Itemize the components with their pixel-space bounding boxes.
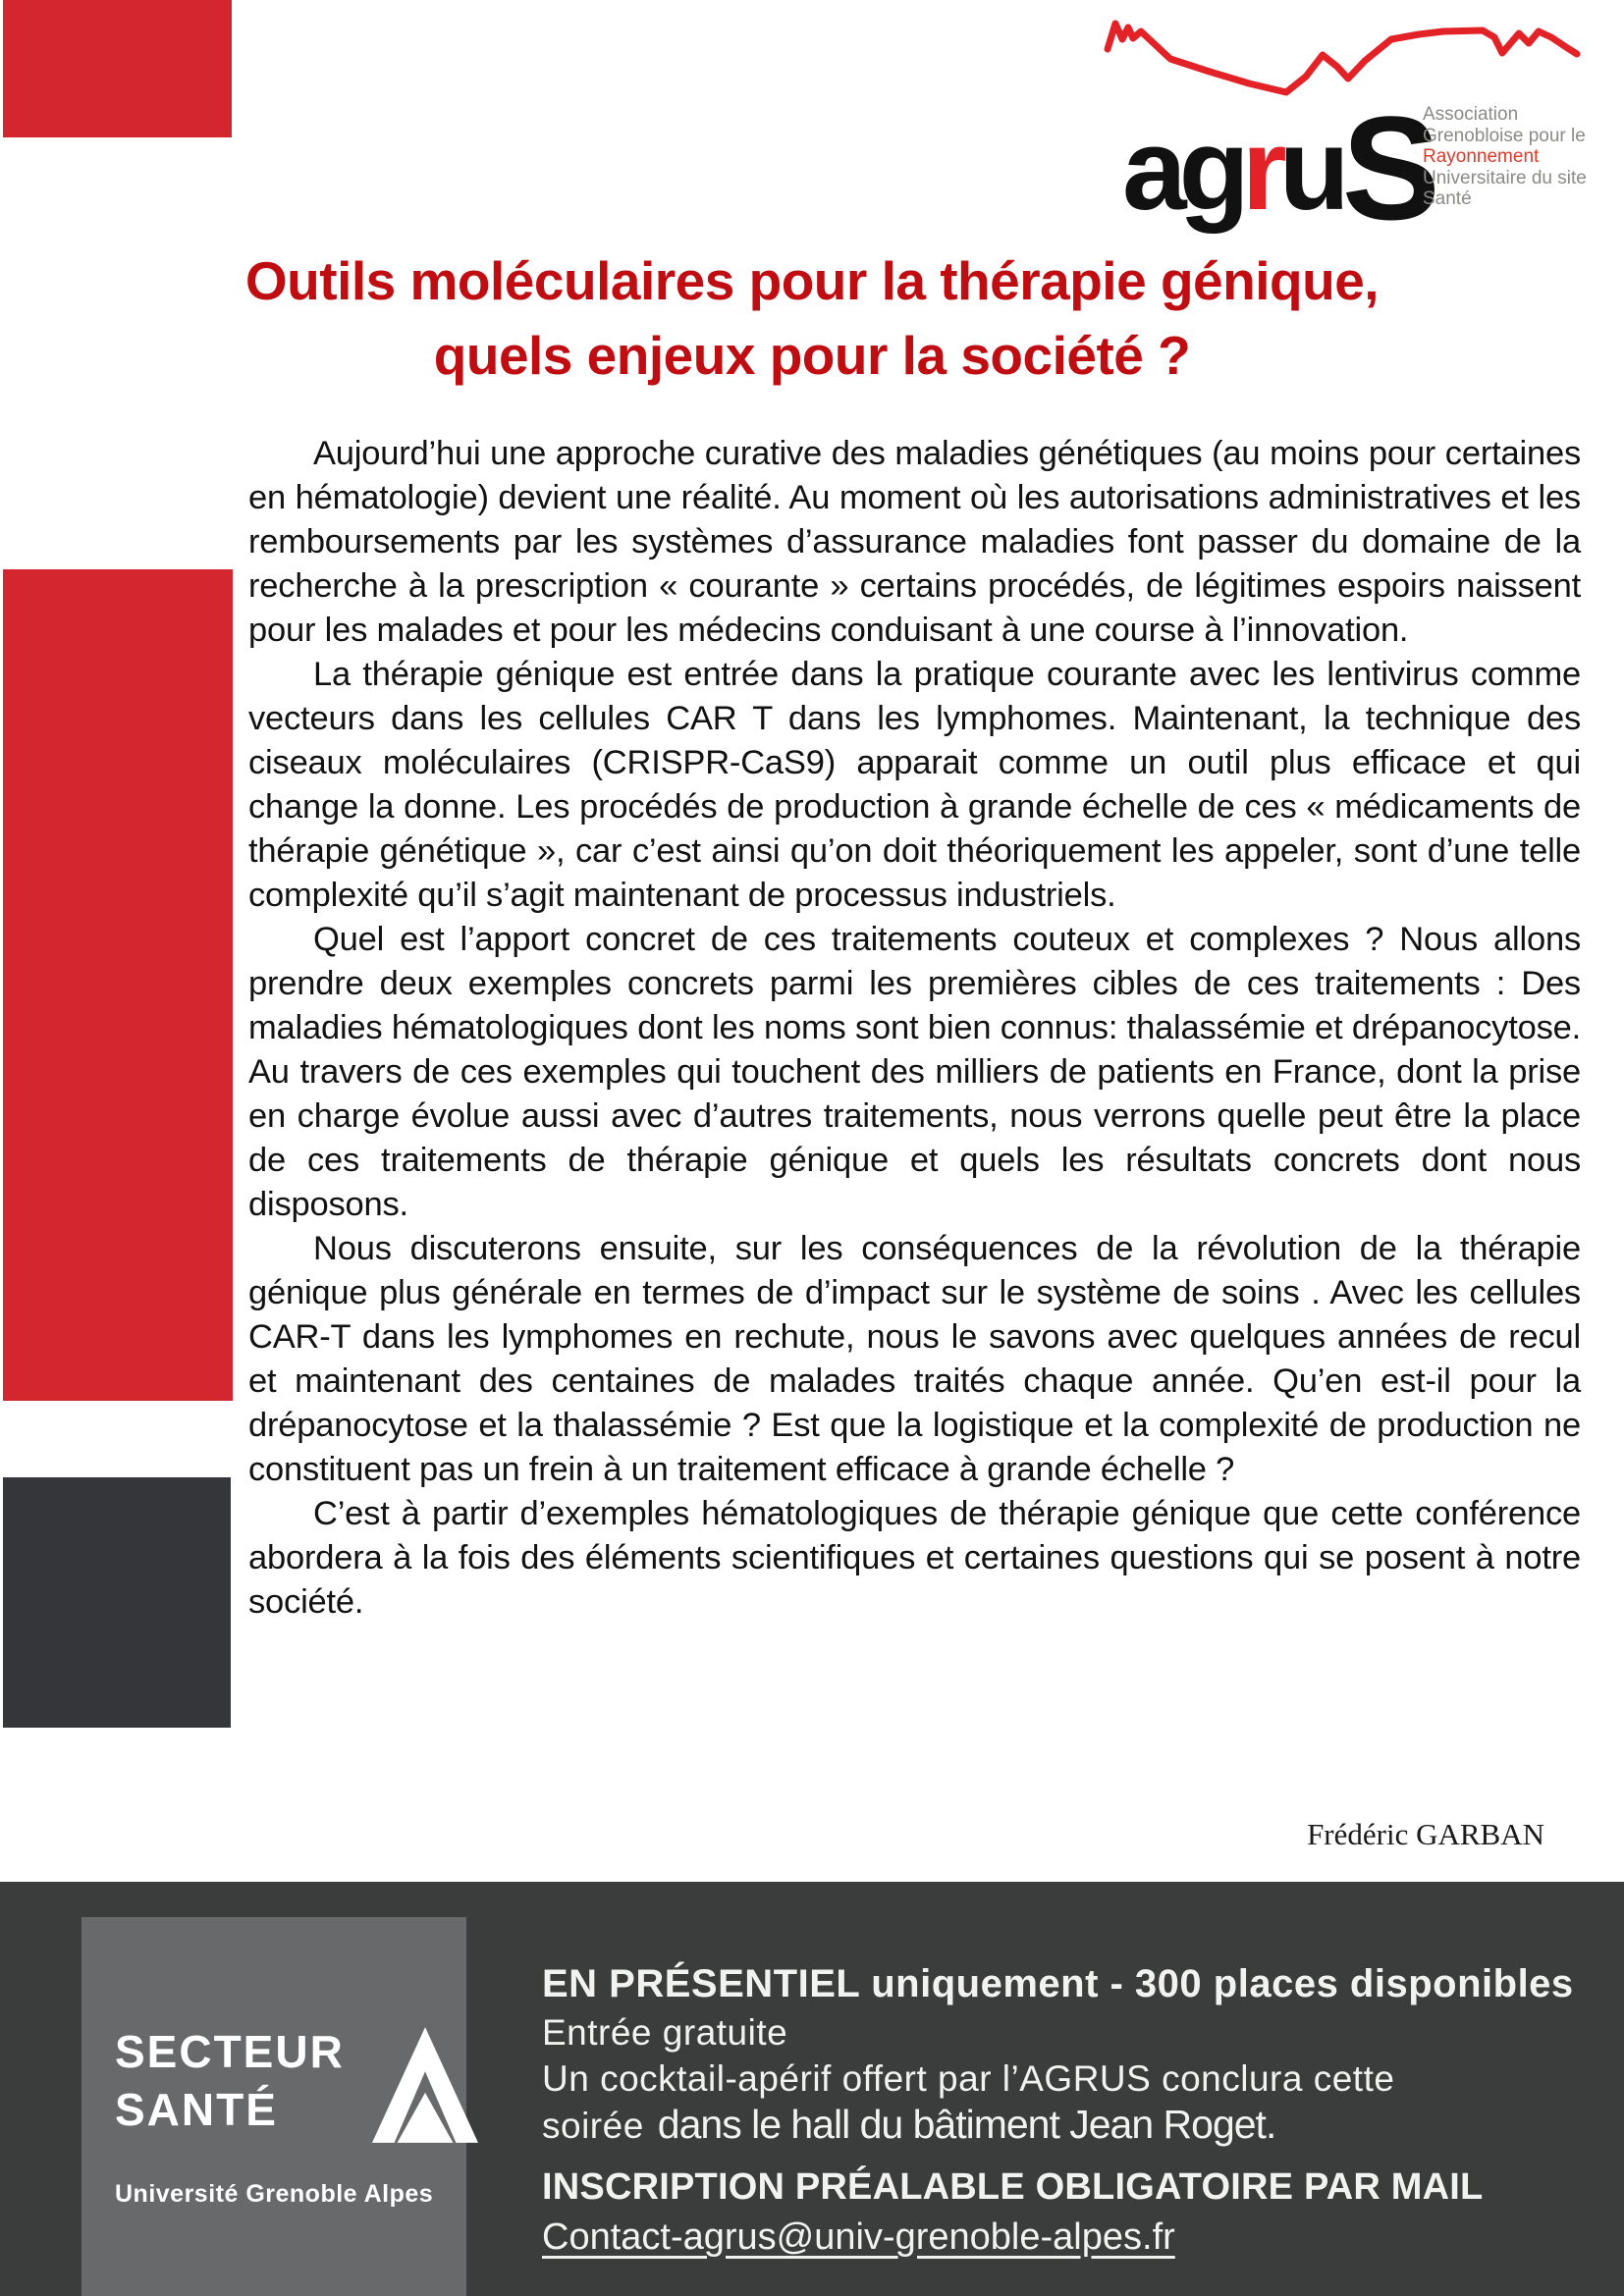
paragraph: Nous discuterons ensuite, sur les conséquences de la révolution de la thérapie génique plus générale en termes de d’impact sur le système de soins . Avec les cellules CAR-T dans les lymphomes en rechute, nous le savons avec quelques années de recul et maintenant des centaines de malades traités chaque année. Qu’en est-il pour la drépanocytose et la thalassémie ? Est que la logistique et la complexité de production ne constituent pas un frein à un traitement efficace à grande échelle ? [248, 1230, 1581, 1488]
sante-label: SANTÉ [115, 2084, 278, 2135]
inscription-line: INSCRIPTION PRÉALABLE OBLIGATOIRE PAR MAIL [542, 2166, 1484, 2208]
universite-grenoble-alpes-label: Université Grenoble Alpes [115, 2180, 434, 2208]
agrus-tagline [1423, 104, 1624, 210]
agrus-logo-wordmark [1122, 84, 1433, 250]
decor-gray-square-left [3, 1477, 231, 1728]
page-title-line1: Outils moléculaires pour la thérapie génique, [244, 250, 1380, 311]
footer-band [0, 1882, 1624, 2296]
tagline-line: Grenobloise pour le [1423, 125, 1586, 146]
agrus-letter-r: r [1241, 105, 1279, 235]
event-info [542, 1958, 1574, 2263]
tagline-line: Santé [1423, 188, 1472, 209]
agrus-letter-s: S [1341, 85, 1433, 250]
paragraph: C’est à partir d’exemples hématologiques de thérapie génique que cette conférence abordera à la fois des éléments scientifiques et certaines questions qui se posent à notre société. [248, 1495, 1581, 1621]
page-title-line2: quels enjeux pour la société ? [433, 325, 1191, 386]
presentiel-line: EN PRÉSENTIEL uniquement - 300 places disponibles [542, 1962, 1574, 2005]
secteur-label: SECTEUR [115, 2026, 345, 2077]
cocktail-line1: Un cocktail-apérif offert par l’AGRUS conclura cette [542, 2058, 1395, 2099]
decor-red-bar-left [3, 569, 233, 1401]
contact-email-link[interactable]: Contact-agrus@univ-grenoble-alpes.fr [542, 2216, 1175, 2258]
agrus-letter-u: u [1278, 105, 1342, 235]
secteur-sante-logo [81, 1917, 466, 2296]
paragraph: La thérapie génique est entrée dans la pratique courante avec les lentivirus comme vecteurs dans les cellules CAR T dans les lymphomes. Maintenant, la technique des ciseaux moléculaires (CRISPR-CaS9) apparait comme un outil plus efficace et qui change la donne. Les procédés de production à grande échelle de ces « médicaments de thérapie génétique », car c’est ainsi qu’on doit théoriquement les appeler, sont d’une telle complexité qu’il s’agit maintenant de processus industriels. [248, 656, 1581, 914]
decor-red-square-top [3, 0, 232, 137]
agrus-letters-ag: ag [1122, 105, 1242, 235]
tagline-line: Universitaire du site [1423, 167, 1587, 188]
cocktail-line2-soiree: soirée [542, 2106, 644, 2146]
paragraph: Quel est l’apport concret de ces traitements couteux et complexes ? Nous allons prendre deux exemples concrets parmi les premières cibles de ces traitements : Des maladies hématologiques dont les noms sont bien connus: thalassémie et drépanocytose. Au travers de ces exemples qui touchent des milliers de patients en France, dont la prise en charge évolue aussi avec d’autres traitements, nous verrons quelle peut être la place de ces traitements de thérapie génique et quels les résultats concrets dont nous disposons. [248, 921, 1581, 1223]
entree-gratuite-line: Entrée gratuite [542, 2012, 788, 2053]
secteur-sante-label [115, 2023, 345, 2139]
body-text [248, 432, 1581, 1625]
tagline-line-rayonnement: Rayonnement [1423, 146, 1540, 167]
mountain-peaks-icon [372, 2027, 478, 2143]
cocktail-line2 [542, 2102, 1574, 2149]
tagline-line: Association [1423, 104, 1519, 125]
page-title [0, 243, 1624, 393]
cocktail-line2-location: dans le hall du bâtiment Jean Roget. [657, 2102, 1276, 2147]
paragraph: Aujourd’hui une approche curative des maladies génétiques (au moins pour certaines en hématologie) devient une réalité. Au moment où les autorisations administratives et les remboursements par les systèmes d’assurance maladies font passer du domaine de la recherche à la prescription « courante » certains procédés, de légitimes espoirs naissent pour les malades et pour les médecins conduisant à une course à l’innovation. [248, 435, 1581, 649]
author-name: Frédéric GARBAN [1307, 1817, 1544, 1851]
